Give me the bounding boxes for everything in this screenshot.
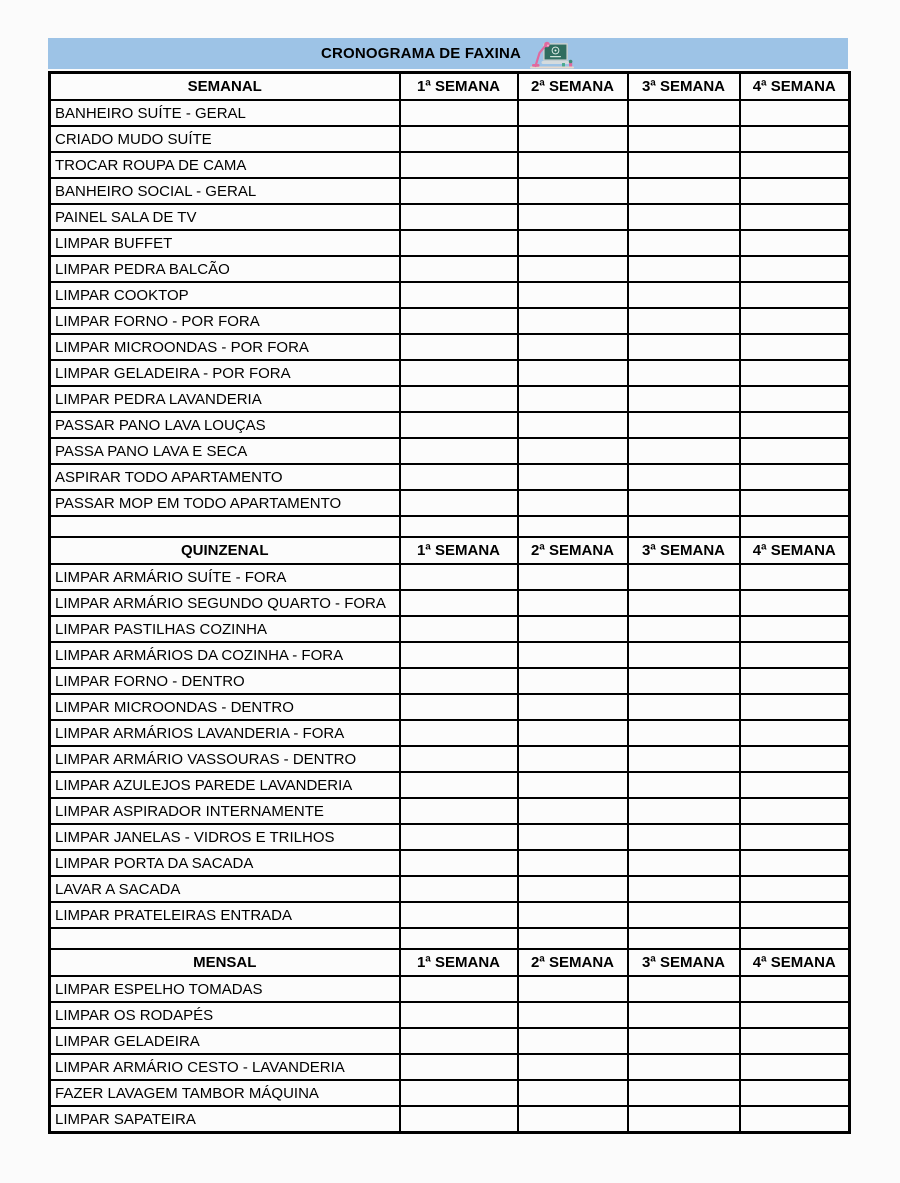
spacer-cell bbox=[400, 928, 518, 949]
week-4-checkbox-cell[interactable] bbox=[740, 746, 850, 772]
week-3-checkbox-cell[interactable] bbox=[628, 798, 740, 824]
week-3-checkbox-cell[interactable] bbox=[628, 412, 740, 438]
task-label: BANHEIRO SOCIAL - GERAL bbox=[50, 178, 400, 204]
week-3-checkbox-cell[interactable] bbox=[628, 668, 740, 694]
week-1-checkbox-cell[interactable] bbox=[400, 126, 518, 152]
week-3-checkbox-cell[interactable] bbox=[628, 720, 740, 746]
task-row bbox=[50, 1002, 850, 1028]
week-header-2: 2ª SEMANA bbox=[518, 73, 628, 101]
week-2-checkbox-cell[interactable] bbox=[518, 100, 628, 126]
week-3-checkbox-cell[interactable] bbox=[628, 230, 740, 256]
week-2-checkbox-cell[interactable] bbox=[518, 230, 628, 256]
section-name: SEMANAL bbox=[50, 73, 400, 101]
section-header-row-mensal bbox=[50, 949, 850, 976]
task-row bbox=[50, 564, 850, 590]
week-1-checkbox-cell[interactable] bbox=[400, 590, 518, 616]
week-1-checkbox-cell[interactable] bbox=[400, 798, 518, 824]
week-1-checkbox-cell[interactable] bbox=[400, 772, 518, 798]
week-2-checkbox-cell[interactable] bbox=[518, 490, 628, 516]
week-2-checkbox-cell[interactable] bbox=[518, 256, 628, 282]
task-row bbox=[50, 668, 850, 694]
week-1-checkbox-cell[interactable] bbox=[400, 1054, 518, 1080]
task-label: BANHEIRO SUÍTE - GERAL bbox=[50, 100, 400, 126]
task-label: LIMPAR ESPELHO TOMADAS bbox=[50, 976, 400, 1002]
week-2-checkbox-cell[interactable] bbox=[518, 746, 628, 772]
week-4-checkbox-cell[interactable] bbox=[740, 1080, 850, 1106]
week-3-checkbox-cell[interactable] bbox=[628, 616, 740, 642]
week-1-checkbox-cell[interactable] bbox=[400, 308, 518, 334]
task-row bbox=[50, 256, 850, 282]
task-row bbox=[50, 100, 850, 126]
task-label: LIMPAR JANELAS - VIDROS E TRILHOS bbox=[50, 824, 400, 850]
week-header-3: 3ª SEMANA bbox=[628, 73, 740, 101]
task-row bbox=[50, 976, 850, 1002]
task-label: LIMPAR MICROONDAS - POR FORA bbox=[50, 334, 400, 360]
week-4-checkbox-cell[interactable] bbox=[740, 1002, 850, 1028]
week-3-checkbox-cell[interactable] bbox=[628, 204, 740, 230]
week-header-4: 4ª SEMANA bbox=[740, 73, 850, 101]
spacer-cell bbox=[518, 516, 628, 537]
desk-computer-lamp-icon bbox=[529, 40, 575, 70]
week-2-checkbox-cell[interactable] bbox=[518, 386, 628, 412]
week-4-checkbox-cell[interactable] bbox=[740, 412, 850, 438]
week-2-checkbox-cell[interactable] bbox=[518, 824, 628, 850]
schedule-page bbox=[48, 38, 848, 1134]
task-label: FAZER LAVAGEM TAMBOR MÁQUINA bbox=[50, 1080, 400, 1106]
week-4-checkbox-cell[interactable] bbox=[740, 1028, 850, 1054]
spacer-cell bbox=[50, 516, 400, 537]
week-2-checkbox-cell[interactable] bbox=[518, 772, 628, 798]
week-2-checkbox-cell[interactable] bbox=[518, 204, 628, 230]
task-row bbox=[50, 1080, 850, 1106]
week-2-checkbox-cell[interactable] bbox=[518, 694, 628, 720]
week-3-checkbox-cell[interactable] bbox=[628, 902, 740, 928]
week-4-checkbox-cell[interactable] bbox=[740, 1054, 850, 1080]
week-header-4: 4ª SEMANA bbox=[740, 537, 850, 564]
week-1-checkbox-cell[interactable] bbox=[400, 976, 518, 1002]
week-4-checkbox-cell[interactable] bbox=[740, 490, 850, 516]
week-3-checkbox-cell[interactable] bbox=[628, 360, 740, 386]
week-4-checkbox-cell[interactable] bbox=[740, 876, 850, 902]
week-2-checkbox-cell[interactable] bbox=[518, 876, 628, 902]
week-4-checkbox-cell[interactable] bbox=[740, 230, 850, 256]
week-1-checkbox-cell[interactable] bbox=[400, 616, 518, 642]
spacer-cell bbox=[740, 516, 850, 537]
week-4-checkbox-cell[interactable] bbox=[740, 152, 850, 178]
week-4-checkbox-cell[interactable] bbox=[740, 564, 850, 590]
week-3-checkbox-cell[interactable] bbox=[628, 464, 740, 490]
task-row bbox=[50, 438, 850, 464]
task-label: LIMPAR PASTILHAS COZINHA bbox=[50, 616, 400, 642]
week-4-checkbox-cell[interactable] bbox=[740, 1106, 850, 1133]
week-3-checkbox-cell[interactable] bbox=[628, 876, 740, 902]
task-label: LIMPAR ASPIRADOR INTERNAMENTE bbox=[50, 798, 400, 824]
task-row bbox=[50, 282, 850, 308]
task-label: PASSAR PANO LAVA LOUÇAS bbox=[50, 412, 400, 438]
week-2-checkbox-cell[interactable] bbox=[518, 152, 628, 178]
task-row bbox=[50, 308, 850, 334]
week-2-checkbox-cell[interactable] bbox=[518, 282, 628, 308]
task-label: LIMPAR SAPATEIRA bbox=[50, 1106, 400, 1133]
task-label: LIMPAR AZULEJOS PAREDE LAVANDERIA bbox=[50, 772, 400, 798]
week-3-checkbox-cell[interactable] bbox=[628, 590, 740, 616]
week-1-checkbox-cell[interactable] bbox=[400, 204, 518, 230]
week-3-checkbox-cell[interactable] bbox=[628, 564, 740, 590]
task-row bbox=[50, 152, 850, 178]
schedule-table bbox=[48, 71, 851, 1134]
week-3-checkbox-cell[interactable] bbox=[628, 152, 740, 178]
week-3-checkbox-cell[interactable] bbox=[628, 438, 740, 464]
week-2-checkbox-cell[interactable] bbox=[518, 720, 628, 746]
week-2-checkbox-cell[interactable] bbox=[518, 902, 628, 928]
week-3-checkbox-cell[interactable] bbox=[628, 490, 740, 516]
spacer-cell bbox=[518, 928, 628, 949]
task-row bbox=[50, 902, 850, 928]
week-4-checkbox-cell[interactable] bbox=[740, 642, 850, 668]
task-label: LIMPAR ARMÁRIO VASSOURAS - DENTRO bbox=[50, 746, 400, 772]
task-row bbox=[50, 178, 850, 204]
week-1-checkbox-cell[interactable] bbox=[400, 668, 518, 694]
task-label: LIMPAR PORTA DA SACADA bbox=[50, 850, 400, 876]
task-row bbox=[50, 642, 850, 668]
section-header-row-quinzenal bbox=[50, 537, 850, 564]
week-4-checkbox-cell[interactable] bbox=[740, 100, 850, 126]
week-1-checkbox-cell[interactable] bbox=[400, 152, 518, 178]
task-label: LIMPAR BUFFET bbox=[50, 230, 400, 256]
week-4-checkbox-cell[interactable] bbox=[740, 386, 850, 412]
week-header-3: 3ª SEMANA bbox=[628, 949, 740, 976]
spacer-cell bbox=[628, 516, 740, 537]
week-1-checkbox-cell[interactable] bbox=[400, 412, 518, 438]
task-row bbox=[50, 876, 850, 902]
week-2-checkbox-cell[interactable] bbox=[518, 438, 628, 464]
page-title: CRONOGRAMA DE FAXINA bbox=[320, 45, 522, 62]
week-1-checkbox-cell[interactable] bbox=[400, 386, 518, 412]
week-2-checkbox-cell[interactable] bbox=[518, 590, 628, 616]
week-4-checkbox-cell[interactable] bbox=[740, 850, 850, 876]
task-label: ASPIRAR TODO APARTAMENTO bbox=[50, 464, 400, 490]
week-2-checkbox-cell[interactable] bbox=[518, 412, 628, 438]
task-row bbox=[50, 412, 850, 438]
task-row bbox=[50, 1028, 850, 1054]
task-row bbox=[50, 464, 850, 490]
week-1-checkbox-cell[interactable] bbox=[400, 230, 518, 256]
week-3-checkbox-cell[interactable] bbox=[628, 850, 740, 876]
week-4-checkbox-cell[interactable] bbox=[740, 204, 850, 230]
week-header-1: 1ª SEMANA bbox=[400, 537, 518, 564]
week-2-checkbox-cell[interactable] bbox=[518, 616, 628, 642]
week-4-checkbox-cell[interactable] bbox=[740, 590, 850, 616]
schedule-body bbox=[50, 73, 850, 1133]
week-1-checkbox-cell[interactable] bbox=[400, 490, 518, 516]
task-row bbox=[50, 1054, 850, 1080]
task-label: LIMPAR FORNO - POR FORA bbox=[50, 308, 400, 334]
task-row bbox=[50, 850, 850, 876]
week-4-checkbox-cell[interactable] bbox=[740, 772, 850, 798]
week-2-checkbox-cell[interactable] bbox=[518, 642, 628, 668]
week-2-checkbox-cell[interactable] bbox=[518, 976, 628, 1002]
week-4-checkbox-cell[interactable] bbox=[740, 668, 850, 694]
week-3-checkbox-cell[interactable] bbox=[628, 642, 740, 668]
task-label: LAVAR A SACADA bbox=[50, 876, 400, 902]
task-row bbox=[50, 490, 850, 516]
task-row bbox=[50, 126, 850, 152]
week-1-checkbox-cell[interactable] bbox=[400, 334, 518, 360]
title-bar bbox=[48, 38, 848, 69]
week-1-checkbox-cell[interactable] bbox=[400, 902, 518, 928]
task-row bbox=[50, 334, 850, 360]
week-1-checkbox-cell[interactable] bbox=[400, 178, 518, 204]
task-label: LIMPAR ARMÁRIOS LAVANDERIA - FORA bbox=[50, 720, 400, 746]
week-3-checkbox-cell[interactable] bbox=[628, 1080, 740, 1106]
week-1-checkbox-cell[interactable] bbox=[400, 464, 518, 490]
week-1-checkbox-cell[interactable] bbox=[400, 1106, 518, 1133]
task-label: LIMPAR PEDRA LAVANDERIA bbox=[50, 386, 400, 412]
week-3-checkbox-cell[interactable] bbox=[628, 334, 740, 360]
week-4-checkbox-cell[interactable] bbox=[740, 308, 850, 334]
task-label: LIMPAR GELADEIRA - POR FORA bbox=[50, 360, 400, 386]
task-label: LIMPAR OS RODAPÉS bbox=[50, 1002, 400, 1028]
week-2-checkbox-cell[interactable] bbox=[518, 1002, 628, 1028]
task-row bbox=[50, 720, 850, 746]
spacer-row bbox=[50, 516, 850, 537]
week-3-checkbox-cell[interactable] bbox=[628, 1002, 740, 1028]
task-label: CRIADO MUDO SUÍTE bbox=[50, 126, 400, 152]
week-3-checkbox-cell[interactable] bbox=[628, 386, 740, 412]
week-1-checkbox-cell[interactable] bbox=[400, 824, 518, 850]
week-3-checkbox-cell[interactable] bbox=[628, 308, 740, 334]
week-3-checkbox-cell[interactable] bbox=[628, 126, 740, 152]
week-4-checkbox-cell[interactable] bbox=[740, 256, 850, 282]
task-row bbox=[50, 746, 850, 772]
task-label: LIMPAR GELADEIRA bbox=[50, 1028, 400, 1054]
section-name: MENSAL bbox=[50, 949, 400, 976]
week-header-1: 1ª SEMANA bbox=[400, 949, 518, 976]
week-header-4: 4ª SEMANA bbox=[740, 949, 850, 976]
task-row bbox=[50, 230, 850, 256]
task-label: LIMPAR ARMÁRIO SUÍTE - FORA bbox=[50, 564, 400, 590]
week-3-checkbox-cell[interactable] bbox=[628, 282, 740, 308]
week-1-checkbox-cell[interactable] bbox=[400, 720, 518, 746]
week-4-checkbox-cell[interactable] bbox=[740, 178, 850, 204]
week-4-checkbox-cell[interactable] bbox=[740, 360, 850, 386]
week-3-checkbox-cell[interactable] bbox=[628, 256, 740, 282]
task-row bbox=[50, 694, 850, 720]
section-name: QUINZENAL bbox=[50, 537, 400, 564]
week-2-checkbox-cell[interactable] bbox=[518, 334, 628, 360]
week-2-checkbox-cell[interactable] bbox=[518, 1054, 628, 1080]
task-label: PASSAR MOP EM TODO APARTAMENTO bbox=[50, 490, 400, 516]
week-1-checkbox-cell[interactable] bbox=[400, 360, 518, 386]
task-row bbox=[50, 204, 850, 230]
week-4-checkbox-cell[interactable] bbox=[740, 334, 850, 360]
week-1-checkbox-cell[interactable] bbox=[400, 1028, 518, 1054]
week-4-checkbox-cell[interactable] bbox=[740, 798, 850, 824]
week-4-checkbox-cell[interactable] bbox=[740, 976, 850, 1002]
task-row bbox=[50, 616, 850, 642]
week-1-checkbox-cell[interactable] bbox=[400, 642, 518, 668]
section-header-row-semanal bbox=[50, 73, 850, 101]
week-2-checkbox-cell[interactable] bbox=[518, 360, 628, 386]
week-4-checkbox-cell[interactable] bbox=[740, 126, 850, 152]
spacer-cell bbox=[628, 928, 740, 949]
task-row bbox=[50, 1106, 850, 1133]
week-3-checkbox-cell[interactable] bbox=[628, 772, 740, 798]
week-2-checkbox-cell[interactable] bbox=[518, 564, 628, 590]
week-3-checkbox-cell[interactable] bbox=[628, 1028, 740, 1054]
task-row bbox=[50, 798, 850, 824]
week-3-checkbox-cell[interactable] bbox=[628, 1054, 740, 1080]
week-1-checkbox-cell[interactable] bbox=[400, 1002, 518, 1028]
task-label: LIMPAR ARMÁRIO CESTO - LAVANDERIA bbox=[50, 1054, 400, 1080]
week-1-checkbox-cell[interactable] bbox=[400, 694, 518, 720]
week-4-checkbox-cell[interactable] bbox=[740, 694, 850, 720]
task-label: LIMPAR ARMÁRIO SEGUNDO QUARTO - FORA bbox=[50, 590, 400, 616]
task-label: PAINEL SALA DE TV bbox=[50, 204, 400, 230]
week-4-checkbox-cell[interactable] bbox=[740, 720, 850, 746]
week-1-checkbox-cell[interactable] bbox=[400, 256, 518, 282]
week-1-checkbox-cell[interactable] bbox=[400, 850, 518, 876]
week-1-checkbox-cell[interactable] bbox=[400, 282, 518, 308]
week-header-2: 2ª SEMANA bbox=[518, 949, 628, 976]
task-label: LIMPAR ARMÁRIOS DA COZINHA - FORA bbox=[50, 642, 400, 668]
task-label: PASSA PANO LAVA E SECA bbox=[50, 438, 400, 464]
task-label: LIMPAR COOKTOP bbox=[50, 282, 400, 308]
week-header-2: 2ª SEMANA bbox=[518, 537, 628, 564]
week-1-checkbox-cell[interactable] bbox=[400, 438, 518, 464]
week-2-checkbox-cell[interactable] bbox=[518, 850, 628, 876]
week-2-checkbox-cell[interactable] bbox=[518, 126, 628, 152]
week-4-checkbox-cell[interactable] bbox=[740, 902, 850, 928]
week-2-checkbox-cell[interactable] bbox=[518, 178, 628, 204]
task-row bbox=[50, 772, 850, 798]
week-4-checkbox-cell[interactable] bbox=[740, 282, 850, 308]
task-label: LIMPAR MICROONDAS - DENTRO bbox=[50, 694, 400, 720]
spacer-cell bbox=[400, 516, 518, 537]
week-3-checkbox-cell[interactable] bbox=[628, 824, 740, 850]
week-4-checkbox-cell[interactable] bbox=[740, 616, 850, 642]
week-2-checkbox-cell[interactable] bbox=[518, 1106, 628, 1133]
spacer-cell bbox=[740, 928, 850, 949]
task-row bbox=[50, 386, 850, 412]
task-label: LIMPAR PRATELEIRAS ENTRADA bbox=[50, 902, 400, 928]
week-2-checkbox-cell[interactable] bbox=[518, 798, 628, 824]
week-1-checkbox-cell[interactable] bbox=[400, 1080, 518, 1106]
week-3-checkbox-cell[interactable] bbox=[628, 100, 740, 126]
week-2-checkbox-cell[interactable] bbox=[518, 1028, 628, 1054]
week-3-checkbox-cell[interactable] bbox=[628, 1106, 740, 1133]
week-3-checkbox-cell[interactable] bbox=[628, 746, 740, 772]
week-header-1: 1ª SEMANA bbox=[400, 73, 518, 101]
week-2-checkbox-cell[interactable] bbox=[518, 464, 628, 490]
week-4-checkbox-cell[interactable] bbox=[740, 464, 850, 490]
week-3-checkbox-cell[interactable] bbox=[628, 694, 740, 720]
task-label: TROCAR ROUPA DE CAMA bbox=[50, 152, 400, 178]
week-1-checkbox-cell[interactable] bbox=[400, 100, 518, 126]
week-3-checkbox-cell[interactable] bbox=[628, 178, 740, 204]
task-row bbox=[50, 824, 850, 850]
week-2-checkbox-cell[interactable] bbox=[518, 668, 628, 694]
week-2-checkbox-cell[interactable] bbox=[518, 1080, 628, 1106]
week-4-checkbox-cell[interactable] bbox=[740, 438, 850, 464]
week-2-checkbox-cell[interactable] bbox=[518, 308, 628, 334]
task-row bbox=[50, 590, 850, 616]
spacer-cell bbox=[50, 928, 400, 949]
task-row bbox=[50, 360, 850, 386]
week-3-checkbox-cell[interactable] bbox=[628, 976, 740, 1002]
task-label: LIMPAR PEDRA BALCÃO bbox=[50, 256, 400, 282]
spacer-row bbox=[50, 928, 850, 949]
week-header-3: 3ª SEMANA bbox=[628, 537, 740, 564]
week-1-checkbox-cell[interactable] bbox=[400, 564, 518, 590]
week-1-checkbox-cell[interactable] bbox=[400, 876, 518, 902]
week-1-checkbox-cell[interactable] bbox=[400, 746, 518, 772]
week-4-checkbox-cell[interactable] bbox=[740, 824, 850, 850]
task-label: LIMPAR FORNO - DENTRO bbox=[50, 668, 400, 694]
